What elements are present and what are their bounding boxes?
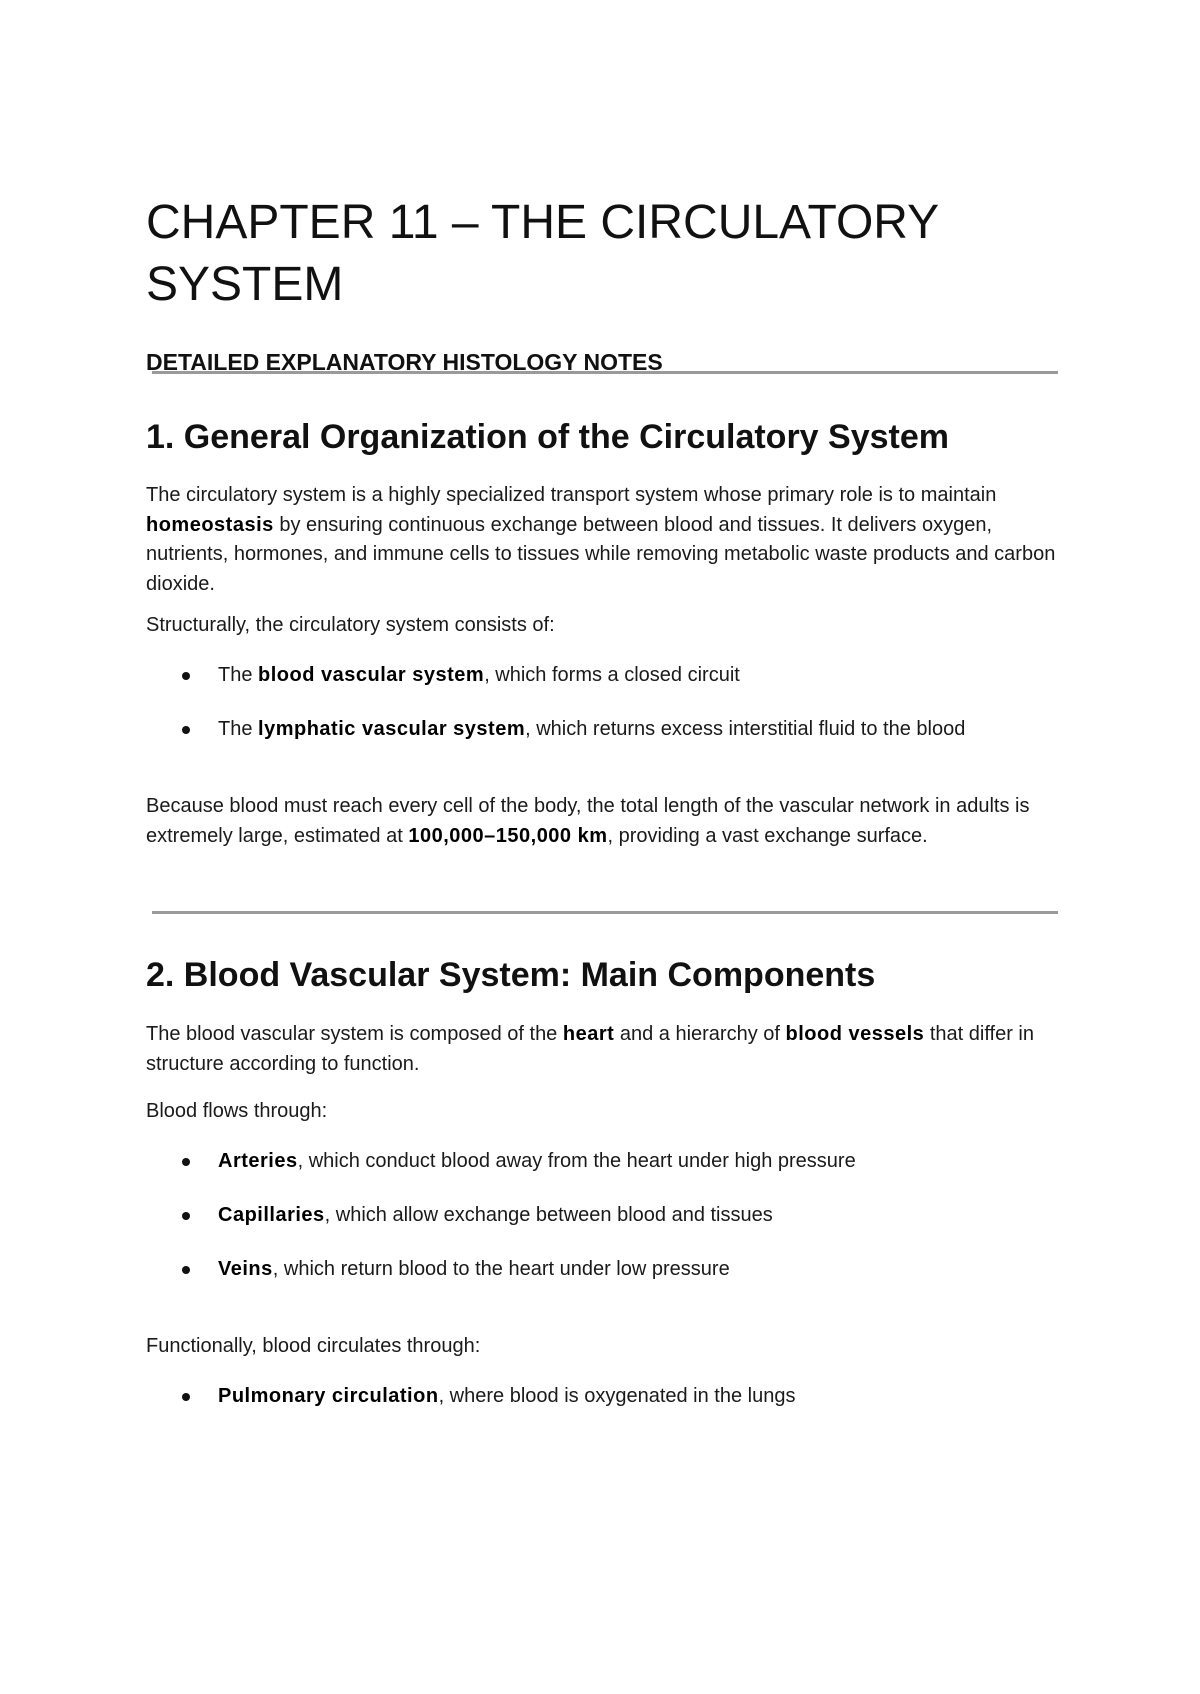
text-run: , which conduct blood away from the heart under high pressure — [297, 1150, 856, 1172]
list-item-text — [218, 715, 965, 744]
bold-term-blood-vessels: blood vessels — [785, 1023, 925, 1045]
bullet-icon — [182, 1266, 190, 1274]
text-run: and a hierarchy of — [614, 1023, 786, 1045]
text-run: that differ in structure according to function. — [146, 1023, 1034, 1075]
text-run: , which return blood to the heart under low pressure — [272, 1258, 730, 1280]
text-run: , where blood is oxygenated in the lungs — [438, 1385, 796, 1407]
text-run: , which allow exchange between blood and tissues — [324, 1204, 773, 1226]
list-item-text — [218, 1382, 795, 1411]
bold-term-homeostasis: homeostasis — [146, 513, 274, 536]
text-run: The — [218, 664, 259, 686]
bullet-icon — [182, 672, 190, 680]
bullet-icon — [182, 726, 190, 734]
bold-term: blood vascular system — [258, 664, 485, 686]
text-run: , which returns excess interstitial fluid to the blood — [525, 718, 966, 740]
bullet-icon — [182, 1393, 190, 1401]
bold-term: Pulmonary circulation — [218, 1385, 439, 1407]
list-item-text — [218, 1201, 773, 1230]
section-1-paragraph-1 — [146, 481, 1056, 599]
bold-term-length: 100,000–150,000 km — [408, 824, 608, 847]
bold-term: Arteries — [218, 1150, 298, 1172]
document-subtitle: DETAILED EXPLANATORY HISTOLOGY NOTES — [146, 349, 663, 375]
bold-term-heart: heart — [562, 1023, 615, 1045]
section-1-paragraph-3 — [146, 792, 1056, 851]
section-2-heading: 2. Blood Vascular System: Main Components — [146, 956, 876, 994]
list-item-text — [218, 1147, 856, 1176]
divider-1 — [152, 371, 1058, 374]
bold-term: Capillaries — [218, 1204, 325, 1226]
text-run: The circulatory system is a highly specialized transport system whose primary role is to maintain — [146, 484, 997, 506]
section-2-paragraph-2: Blood flows through: — [146, 1100, 328, 1122]
chapter-title: CHAPTER 11 – THE CIRCULATORY SYSTEM — [146, 196, 939, 311]
bullet-icon — [182, 1158, 190, 1166]
bold-term: Veins — [218, 1258, 273, 1280]
text-run: , which forms a closed circuit — [484, 664, 740, 686]
divider-2 — [152, 911, 1058, 914]
text-run: The blood vascular system is composed of the — [146, 1023, 563, 1045]
list-item-text — [218, 661, 740, 690]
section-2-paragraph-3: Functionally, blood circulates through: — [146, 1335, 481, 1357]
text-run: , providing a vast exchange surface. — [607, 824, 928, 847]
section-1-heading: 1. General Organization of the Circulatory System — [146, 418, 949, 456]
bold-term: lymphatic vascular system — [258, 718, 526, 740]
section-1-paragraph-2: Structurally, the circulatory system consists of: — [146, 614, 555, 636]
section-2-paragraph-1 — [146, 1020, 1056, 1079]
list-item-text — [218, 1255, 730, 1284]
text-run: The — [218, 718, 259, 740]
text-run: Because blood must reach every cell of the body, the total length of the vascular network in adults is extremely large, estimated at — [146, 795, 1030, 847]
bullet-icon — [182, 1212, 190, 1220]
text-run: by ensuring continuous exchange between blood and tissues. It delivers oxygen, nutrients, hormones, and immune cells to tissues while removing metabolic waste products and carbon dioxide. — [146, 513, 1056, 595]
